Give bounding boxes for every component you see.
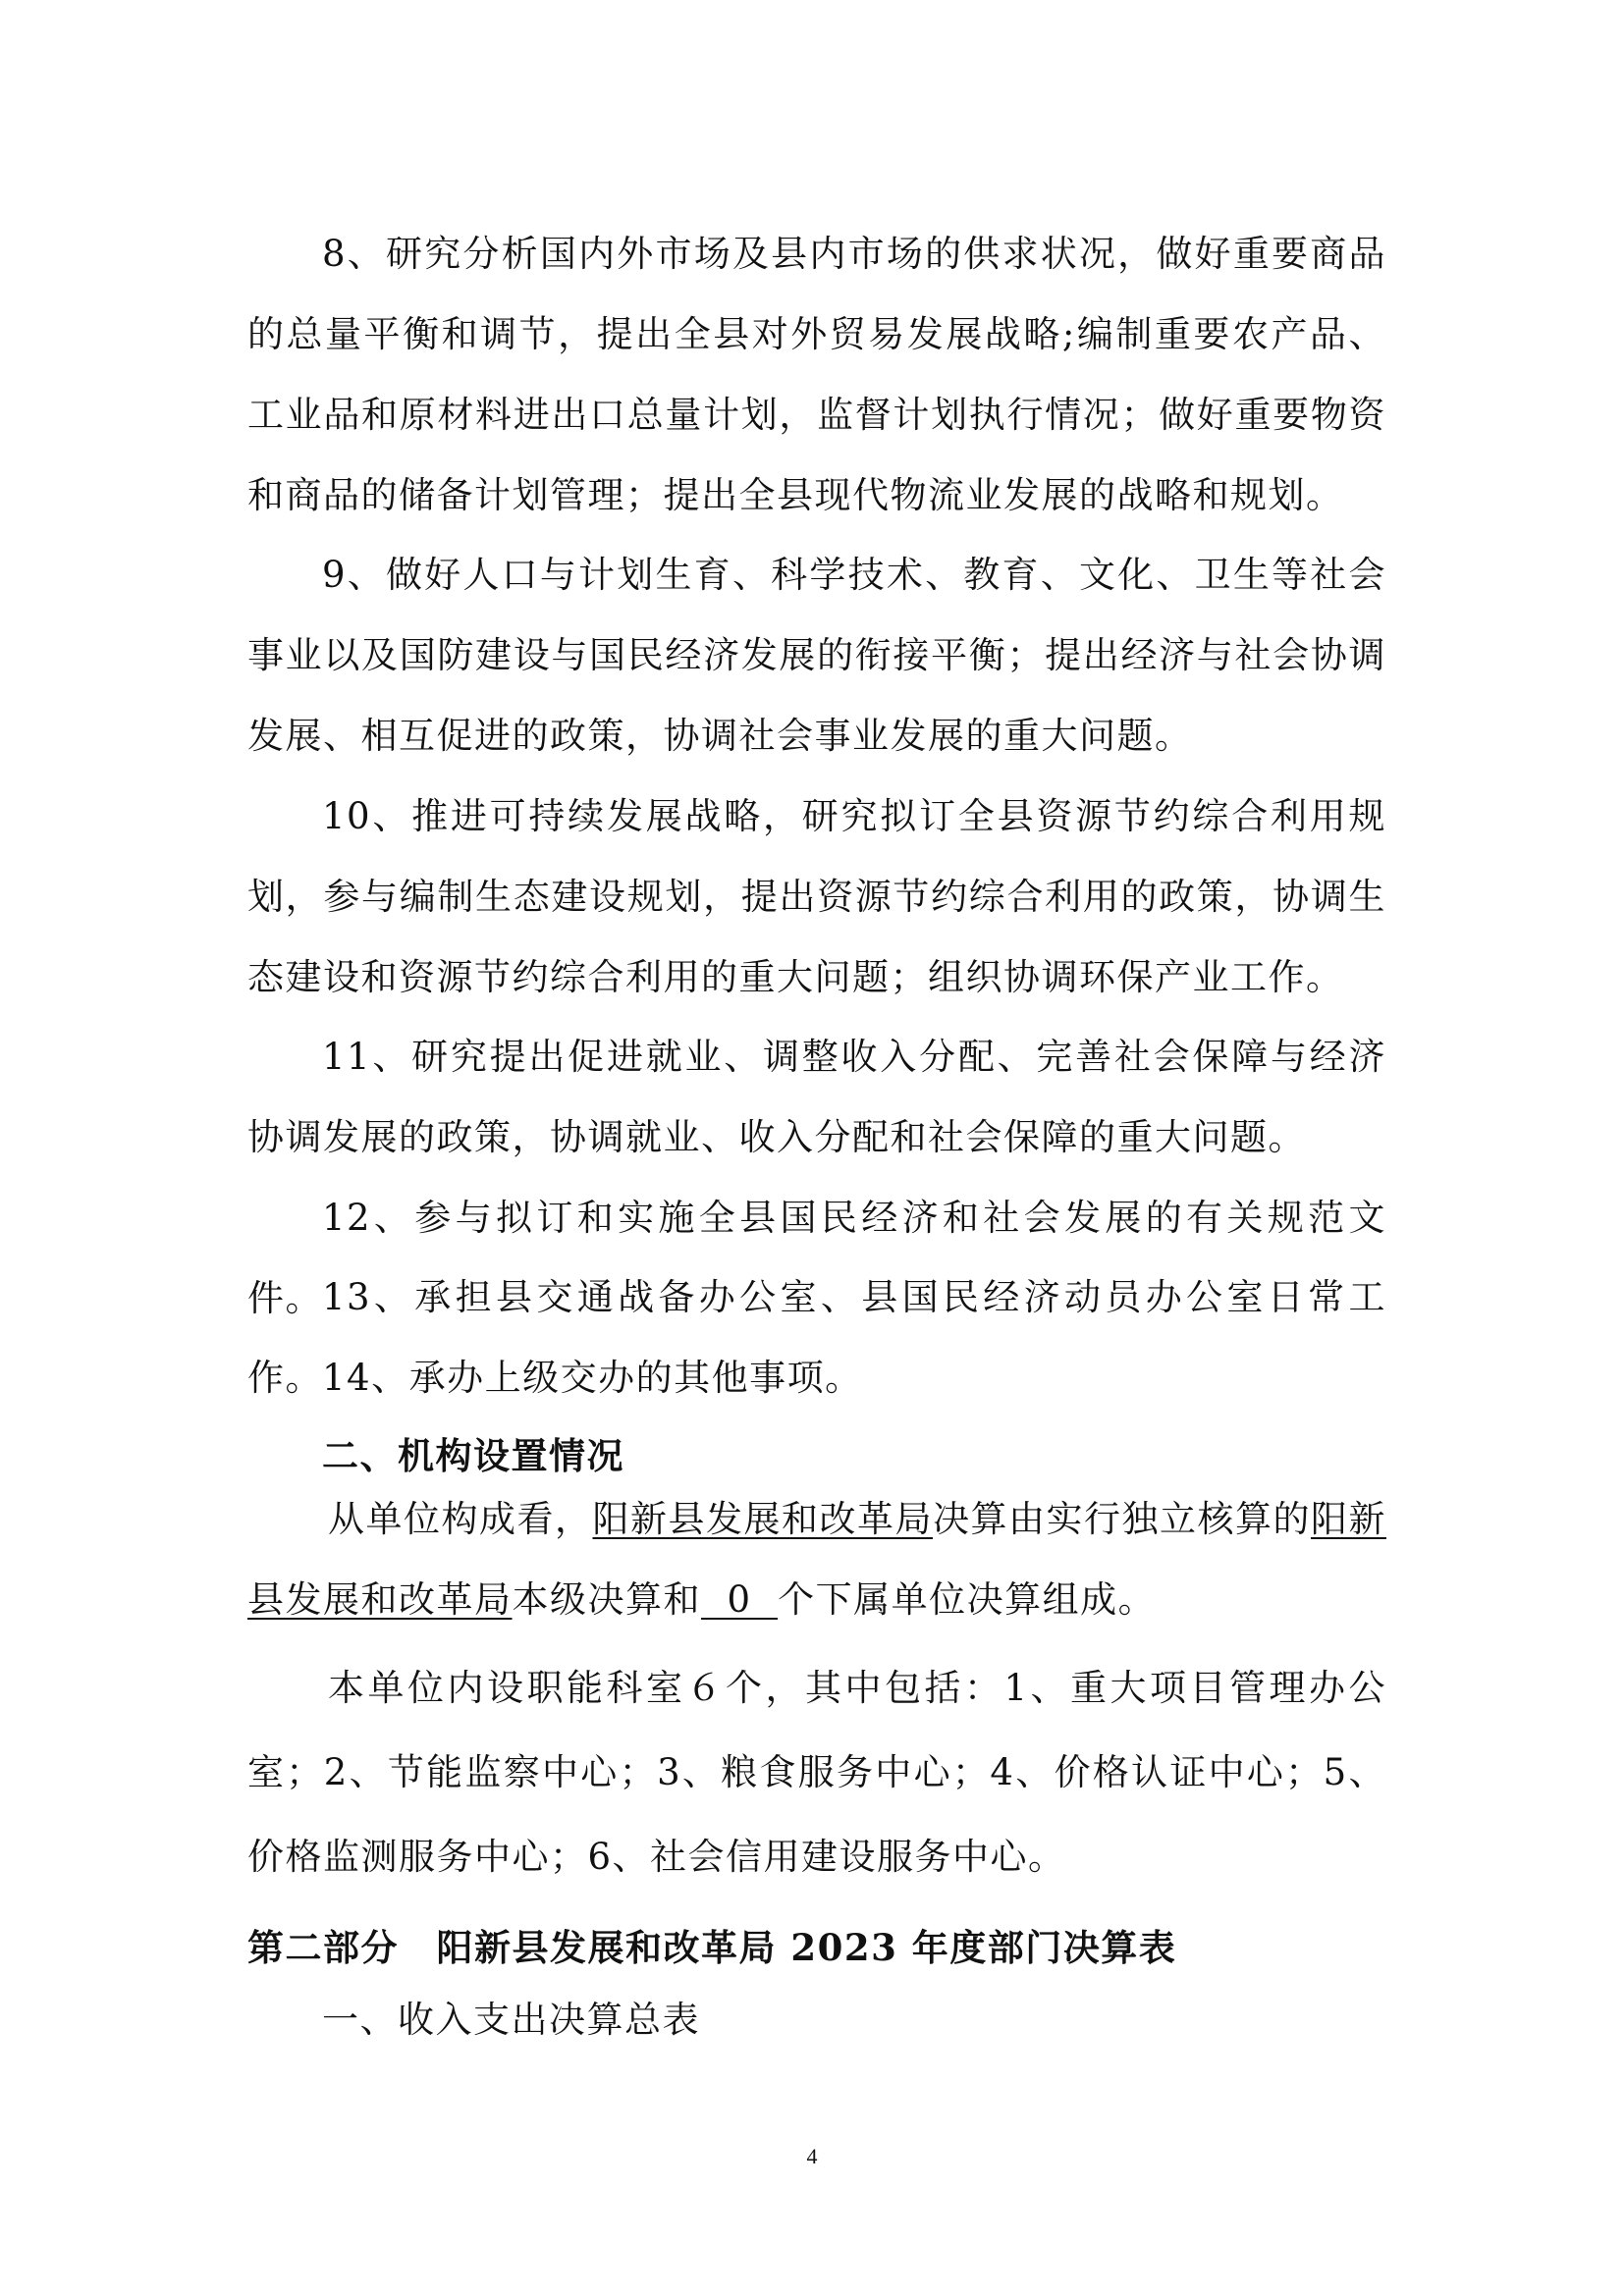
section-heading-organization: 二、机构设置情况 (322, 1434, 624, 1477)
page-number: 4 (806, 2144, 818, 2168)
paragraph-item-11: 11、研究提出促进就业、调整收入分配、完善社会保障与经济协调发展的政策，协调就业、收入分配和社会保障的重大问题。 (247, 1036, 1386, 1158)
paragraph-item-10: 10、推进可持续发展战略，研究拟订全县资源节约综合利用规划，参与编制生态建设规划，提出资源节约综合利用的政策，协调生态建设和资源节约综合利用的重大问题；组织协调环保产业工作。 (247, 795, 1386, 998)
composition-prefix: 从单位构成看， (328, 1498, 593, 1540)
unit-name: 阳新县发展和改革局 (247, 1498, 1386, 1621)
composition-after: 本级决算和 (512, 1578, 701, 1621)
unit-name: 阳新县发展和改革局 (592, 1498, 933, 1540)
table-subheading: 一、收入支出决算总表 (322, 1999, 700, 2041)
paragraph-item-8: 8、研究分析国内外市场及县内市场的供求状况，做好重要商品的总量平衡和调节，提出全县对外贸易发展战略;编制重要农产品、工业品和原材料进出口总量计划，监督计划执行情况；做好重要物资和商品的储备计划管理；提出全县现代物流业发展的战略和规划。 (247, 233, 1386, 516)
paragraph-item-13: 13、承担县交通战备办公室、县国民经济动员办公室日常工作。 (247, 1276, 1386, 1399)
composition-suffix: 个下属单位决算组成。 (778, 1578, 1157, 1621)
paragraph-item-12: 12、参与拟订和实施全县国民经济和社会发展的有关规范文件。 (247, 1197, 1386, 1319)
composition-paragraph (247, 1479, 1386, 1640)
part-heading: 第二部分 阳新县发展和改革局 2023 年度部门决算表 (247, 1926, 1177, 1969)
paragraph-item-9: 9、做好人口与计划生育、科学技术、教育、文化、卫生等社会事业以及国防建设与国民经济发展的衔接平衡；提出经济与社会协调发展、相互促进的政策，协调社会事业发展的重大问题。 (247, 554, 1386, 757)
subordinate-unit-count: 0 (701, 1578, 779, 1621)
paragraph-item-14: 14、承办上级交办的其他事项。 (322, 1357, 863, 1399)
composition-mid: 决算由实行独立核算的 (933, 1498, 1311, 1540)
departments-paragraph: 本单位内设职能科室６个，其中包括：1、重大项目管理办公室；2、节能监察中心；3、粮食服务中心；4、价格认证中心；5、价格监测服务中心；6、社会信用建设服务中心。 (247, 1667, 1386, 1878)
